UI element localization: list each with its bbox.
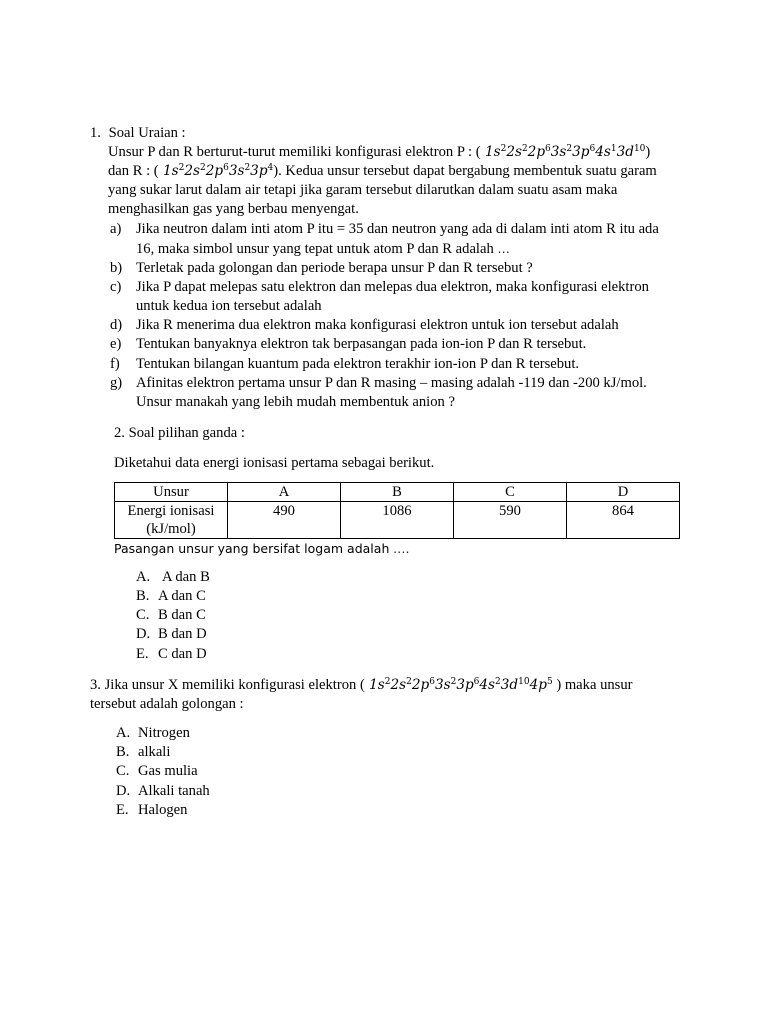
- item-label: e): [110, 336, 122, 352]
- config-exp: 2: [495, 677, 501, 688]
- q3-line1-pre: 3. Jika unsur X memiliki konfigurasi elektron (: [90, 677, 365, 693]
- q1-heading: [90, 124, 186, 143]
- config-exp: 2: [178, 163, 185, 174]
- config-term: 3s: [550, 144, 567, 160]
- item-text: Tentukan banyaknya elektron tak berpasangan pada ion-ion P dan R tersebut.: [136, 336, 587, 352]
- option-text: Halogen: [138, 802, 188, 818]
- option-label: D.: [136, 626, 151, 642]
- config-term: 2s: [184, 163, 200, 179]
- config-r: [159, 163, 274, 179]
- option-label: A.: [136, 569, 151, 585]
- option-label: C.: [136, 607, 150, 623]
- config-term: 3d: [500, 677, 519, 693]
- table-cell: 1086: [341, 502, 454, 539]
- table-cell: 590: [454, 502, 567, 539]
- q1-title: Soal Uraian :: [108, 125, 186, 141]
- option-text: C dan D: [158, 646, 207, 662]
- q3-line1-post: ) maka unsur: [552, 677, 633, 693]
- option-text: A dan B: [162, 569, 210, 585]
- config-exp: 6: [545, 144, 551, 155]
- q3-line1: [90, 676, 633, 695]
- q3-option-c: [116, 762, 198, 781]
- q2-option-a: [136, 568, 210, 587]
- config-term: 1s: [369, 677, 385, 693]
- config-exp: 4: [267, 163, 274, 174]
- q1-intro-line2-pre: dan R : (: [108, 163, 159, 179]
- config-term: 3s: [434, 677, 451, 693]
- config-term: 4s: [595, 144, 611, 160]
- config-exp: 6: [429, 677, 435, 688]
- config-term: 1s: [484, 144, 501, 160]
- config-exp: 2: [521, 144, 528, 155]
- q1-item-d: [110, 316, 619, 335]
- q1-intro-line1-text: Unsur P dan R berturut-turut memiliki konfigurasi elektron P : (: [108, 144, 481, 160]
- config-term: 3p: [456, 677, 474, 693]
- table-header-cell: C: [454, 483, 567, 502]
- q1-number: 1.: [90, 125, 101, 141]
- table-header-cell: B: [341, 483, 454, 502]
- config-p: [481, 144, 646, 160]
- q2-question: [114, 539, 410, 559]
- ionization-energy-table: [114, 482, 680, 539]
- config-term: 3p: [250, 163, 268, 179]
- option-label: C.: [116, 763, 130, 779]
- option-label: B.: [136, 588, 150, 604]
- q1-intro-line3: yang sukar larut dalam air tetapi jika garam tersebut dilarutkan dalam suatu asam maka: [108, 182, 618, 198]
- q1-item-b: [110, 259, 533, 278]
- item-label: g): [110, 375, 123, 391]
- config-term: 2p: [411, 677, 430, 693]
- config-exp: 5: [546, 677, 553, 688]
- config-exp: 2: [244, 163, 251, 174]
- config-term: 3s: [228, 163, 245, 179]
- ellipsis: …: [497, 241, 510, 256]
- item-text: Terletak pada golongan dan periode berapa unsur P dan R tersebut ?: [136, 260, 533, 276]
- table-header-cell: Unsur: [115, 483, 228, 502]
- item-text: 16, maka simbol unsur yang tepat untuk atom P dan R adalah: [136, 241, 494, 257]
- config-exp: 2: [450, 677, 457, 688]
- row-label-line: Energi ionisasi: [127, 503, 215, 519]
- config-exp: 2: [199, 163, 206, 174]
- config-exp: 2: [406, 677, 412, 688]
- paren-close: ): [645, 144, 651, 160]
- config-term: 3p: [572, 144, 590, 160]
- q1-intro-line2-post: ). Kedua unsur tersebut dapat bergabung membentuk suatu garam: [273, 163, 657, 179]
- q3-option-a: [116, 724, 190, 743]
- q1-item-e: [110, 335, 586, 354]
- config-term: 3d: [616, 144, 634, 160]
- config-term: 2p: [527, 144, 546, 160]
- table-header-cell: A: [228, 483, 341, 502]
- table-header-row: [115, 483, 680, 502]
- config-exp: 10: [518, 677, 530, 688]
- option-text: Nitrogen: [138, 725, 190, 741]
- ellipsis: ….: [393, 541, 410, 556]
- row-label-line: (kJ/mol): [146, 521, 196, 537]
- item-text: Afinitas elektron pertama unsur P dan R masing – masing adalah -119 dan -200 kJ/mol.: [136, 375, 647, 391]
- option-text: Gas mulia: [138, 763, 198, 779]
- config-term: 4s: [479, 677, 496, 693]
- option-label: E.: [116, 802, 129, 818]
- item-label: d): [110, 317, 123, 333]
- config-exp: 6: [589, 144, 596, 155]
- q1-intro-line1: [108, 143, 650, 162]
- q1-intro-line2: [108, 162, 657, 181]
- config-term: 2s: [390, 677, 407, 693]
- option-label: B.: [116, 744, 130, 760]
- item-label: b): [110, 260, 123, 276]
- option-text: B dan C: [158, 607, 206, 623]
- option-text: Alkali tanah: [138, 783, 210, 799]
- config-exp: 6: [473, 677, 480, 688]
- q2-title: 2. Soal pilihan ganda :: [114, 425, 245, 441]
- config-term: 2s: [506, 144, 522, 160]
- config-exp: 2: [500, 144, 507, 155]
- config-term: 4p: [529, 677, 547, 693]
- q2-question-text: Pasangan unsur yang bersifat logam adalah: [114, 541, 390, 556]
- q2-option-d: [136, 625, 207, 644]
- option-label: A.: [116, 725, 131, 741]
- q2-option-c: [136, 606, 206, 625]
- item-label: a): [110, 221, 122, 237]
- config-exp: 6: [223, 163, 229, 174]
- q2-option-e: [136, 645, 207, 664]
- q3-option-b: [116, 743, 170, 762]
- item-label: c): [110, 279, 122, 295]
- q1-item-c-line2: untuk kedua ion tersebut adalah: [136, 298, 322, 314]
- q3-option-e: [116, 801, 187, 820]
- q1-item-a-line2: [136, 239, 510, 259]
- q3-line2: tersebut adalah golongan :: [90, 696, 244, 712]
- table-cell: 864: [567, 502, 680, 539]
- item-label: f): [110, 356, 120, 372]
- q1-item-c: [110, 278, 649, 297]
- q2-option-b: [136, 587, 206, 606]
- config-term: 2p: [205, 163, 224, 179]
- q1-item-g-line2: Unsur manakah yang lebih mudah membentuk anion ?: [136, 394, 455, 410]
- table-row: [115, 502, 680, 539]
- q1-intro-line4: menghasilkan gas yang berbau menyengat.: [108, 201, 359, 217]
- option-text: B dan D: [158, 626, 207, 642]
- option-label: E.: [136, 646, 149, 662]
- option-label: D.: [116, 783, 131, 799]
- config-exp: 2: [384, 677, 391, 688]
- option-text: A dan C: [158, 588, 206, 604]
- item-text: Jika P dapat melepas satu elektron dan melepas dua elektron, maka konfigurasi elektron: [136, 279, 649, 295]
- item-text: Jika R menerima dua elektron maka konfigurasi elektron untuk ion tersebut adalah: [136, 317, 619, 333]
- table-header-cell: D: [567, 483, 680, 502]
- config-x: [365, 677, 553, 693]
- table-row-label: [115, 502, 228, 539]
- option-text: alkali: [138, 744, 171, 760]
- config-term: 1s: [163, 163, 179, 179]
- item-text: Tentukan bilangan kuantum pada elektron terakhir ion-ion P dan R tersebut.: [136, 356, 580, 372]
- q1-item-g: [110, 374, 647, 393]
- config-exp: 10: [633, 144, 646, 155]
- table-cell: 490: [228, 502, 341, 539]
- q3-option-d: [116, 782, 210, 801]
- item-text: Jika neutron dalam inti atom P itu = 35 dan neutron yang ada di dalam inti atom R itu ada: [136, 221, 659, 237]
- q1-item-a: [110, 220, 659, 239]
- config-exp: 1: [610, 144, 617, 155]
- q2-intro: Diketahui data energi ionisasi pertama sebagai berikut.: [114, 455, 435, 471]
- config-exp: 2: [566, 144, 573, 155]
- q1-item-f: [110, 355, 579, 374]
